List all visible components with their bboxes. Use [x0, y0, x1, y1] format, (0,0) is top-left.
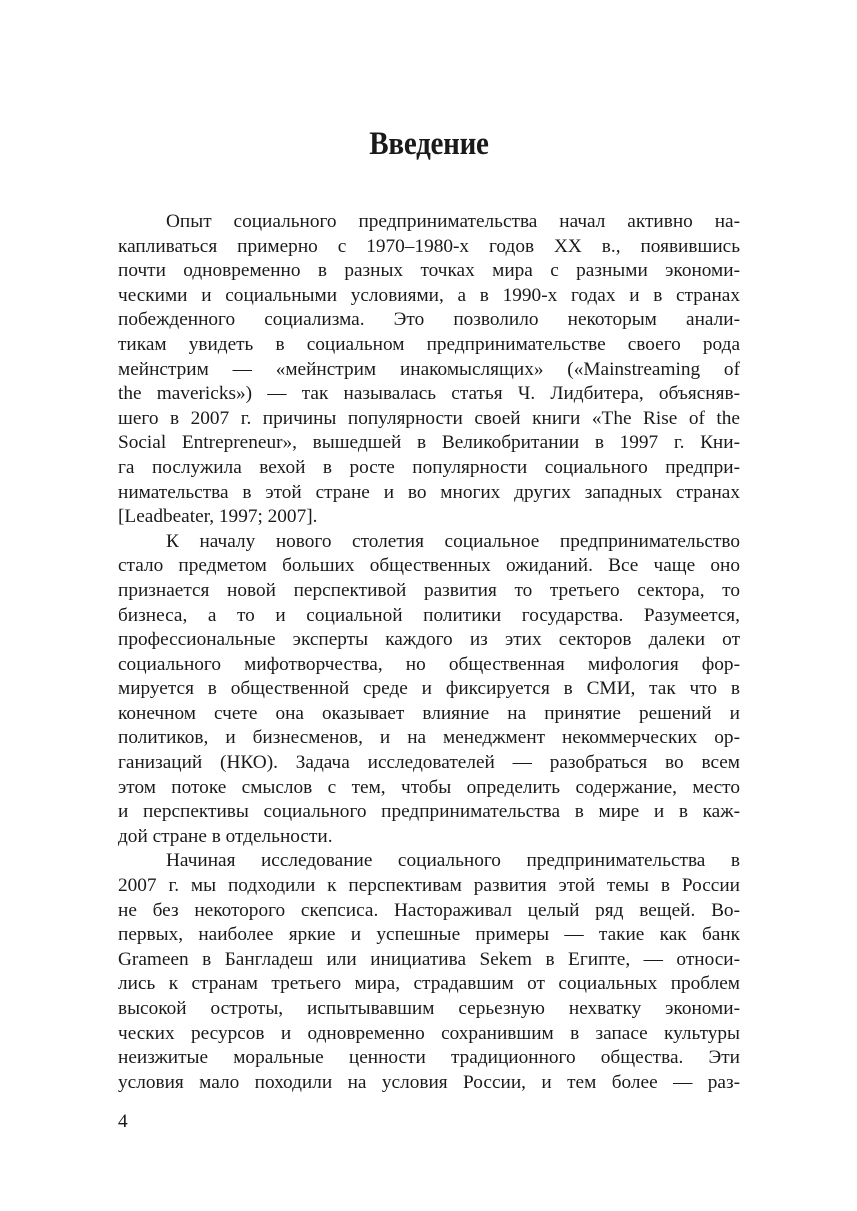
text-line: тикам увидеть в социальном предпринимательстве своего рода	[118, 333, 740, 355]
text-line: побежденного социализма. Это позволило некоторым анали-	[118, 309, 740, 331]
text-line: неизжитые моральные ценности традиционного общества. Эти	[118, 1047, 740, 1069]
text-line: высокой остроты, испытывавшим серьезную нехватку экономи-	[118, 998, 740, 1019]
text-line: мируется в общественной среде и фиксируется в СМИ, так что в	[118, 678, 740, 700]
text-line: дой стране в отдельности.	[118, 825, 333, 847]
text-line: почти одновременно в разных точках мира с разными экономи-	[118, 260, 740, 282]
text-line: лись к странам третьего мира, страдавшим от социальных проблем	[118, 973, 740, 995]
body-text	[118, 210, 740, 1095]
paragraph-1	[118, 210, 740, 530]
text-line: политиков, и бизнесменов, и на менеджмент некоммерческих ор-	[118, 727, 740, 749]
text-line: шего в 2007 г. причины популярности своей книги «The Rise of the	[118, 407, 740, 429]
text-line: ческих ресурсов и одновременно сохранившим в запасе культуры	[118, 1022, 740, 1044]
text-line: га послужила вехой в росте популярности социального предпри-	[118, 456, 740, 478]
text-line: Опыт социального предпринимательства начал активно на-	[166, 211, 740, 232]
text-line: the mavericks») — так называлась статья Ч. Лидбитера, объясняв-	[118, 383, 740, 405]
text-line: и перспективы социального предпринимательства в мире и в каж-	[118, 801, 740, 823]
text-line: Начиная исследование социального предпринимательства в	[166, 850, 740, 872]
text-line: капливаться примерно с 1970–1980-х годов XX в., появившись	[118, 235, 740, 257]
text-line: конечном счете она оказывает влияние на принятие решений и	[118, 702, 740, 724]
text-line: не без некоторого скепсиса. Настораживал целый ряд вещей. Во-	[118, 899, 740, 921]
text-line: условия мало походили на условия России, и тем более — раз-	[118, 1071, 740, 1093]
text-line: мейнстрим — «мейнстрим инакомыслящих» («Mainstreaming of	[118, 358, 740, 380]
book-page	[118, 0, 740, 1211]
page-number: 4	[118, 1111, 128, 1132]
text-line: Grameen в Бангладеш или инициатива Sekem в Египте, — относи-	[118, 948, 740, 970]
paragraph-2	[118, 530, 740, 850]
text-line: первых, наиболее яркие и успешные примеры — такие как банк	[118, 924, 740, 946]
text-line: нимательства в этой стране и во многих других западных странах	[118, 481, 740, 503]
text-line: бизнеса, а то и социальной политики государства. Разумеется,	[118, 604, 740, 626]
text-line: профессиональные эксперты каждого из этих секторов далеки от	[118, 629, 740, 651]
text-line: признается новой перспективой развития то третьего сектора, то	[118, 579, 740, 601]
text-line: социального мифотворчества, но общественная мифология фор-	[118, 653, 740, 675]
paragraph-3	[118, 849, 740, 1095]
text-line: ческими и социальными условиями, а в 1990-х годах и в странах	[118, 284, 740, 306]
text-line: стало предметом больших общественных ожиданий. Все чаще оно	[118, 555, 740, 577]
text-line: 2007 г. мы подходили к перспективам развития этой темы в России	[118, 875, 740, 897]
text-line: этом потоке смыслов с тем, чтобы определить содержание, место	[118, 776, 740, 798]
text-line: Social Entrepreneur», вышедшей в Великобритании в 1997 г. Кни-	[118, 432, 740, 454]
text-line: ганизаций (НКО). Задача исследователей — разобраться во всем	[118, 752, 740, 774]
text-line: К началу нового столетия социальное предпринимательство	[166, 530, 740, 552]
chapter-title: Введение	[369, 126, 489, 162]
text-line: [Leadbeater, 1997; 2007].	[118, 506, 318, 528]
